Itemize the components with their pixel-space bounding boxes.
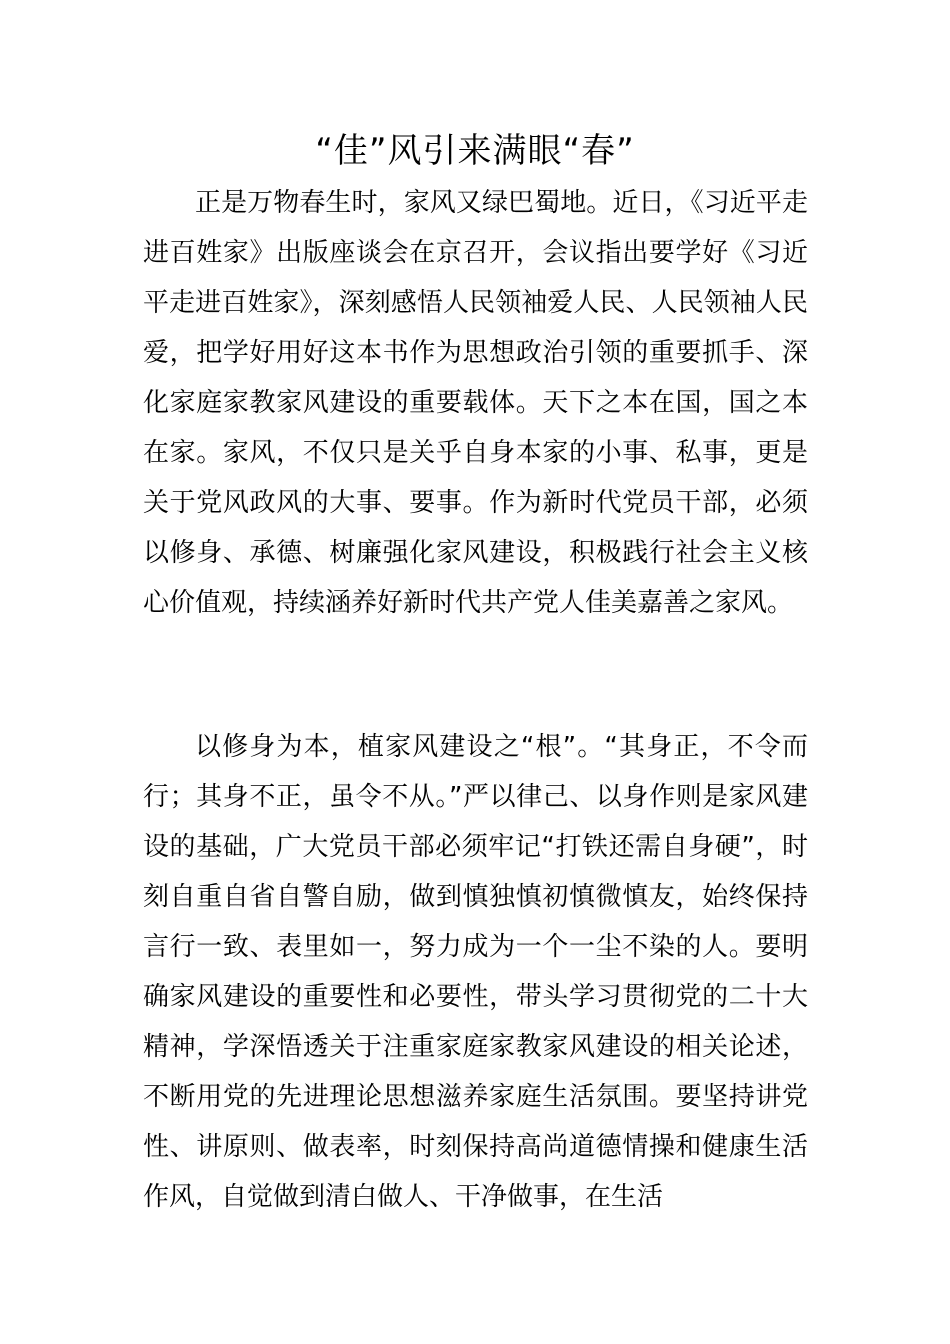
paragraph-2: 以修身为本，植家风建设之“根”。“其身正，不令而行；其身不正，虽令不从。”严以律己、以身作则是家风建设的基础，广大党员干部必须牢记“打铁还需自身硬”，时刻自重自省自警自励，做到慎独慎初慎微慎友，始终保持言行一致、表里如一，努力成为一个一尘不染的人。要明确家风建设的重要性和必要性，带头学习贯彻党的二十大精神，学深悟透关于注重家庭家教家风建设的相关论述，不断用党的先进理论思想滋养家庭生活氛围。要坚持讲党性、讲原则、做表率，时刻保持高尚道德情操和健康生活作风，自觉做到清白做人、干净做事，在生活 [143,732,808,1212]
document-title: “佳”风引来满眼“春” [315,131,635,171]
paragraph-1: 正是万物春生时，家风又绿巴蜀地。近日，《习近平走进百姓家》出版座谈会在京召开，会议指出要学好《习近平走进百姓家》，深刻感悟人民领袖爱人民、人民领袖人民爱，把学好用好这本书作为思想政治引领的重要抓手、深化家庭家教家风建设的重要载体。天下之本在国，国之本在家。家风，不仅只是关乎自身本家的小事、私事，更是关于党风政风的大事、要事。作为新时代党员干部，必须以修身、承德、树廉强化家风建设，积极践行社会主义核心价值观，持续涵养好新时代共产党人佳美嘉善之家风。 [143,188,808,618]
